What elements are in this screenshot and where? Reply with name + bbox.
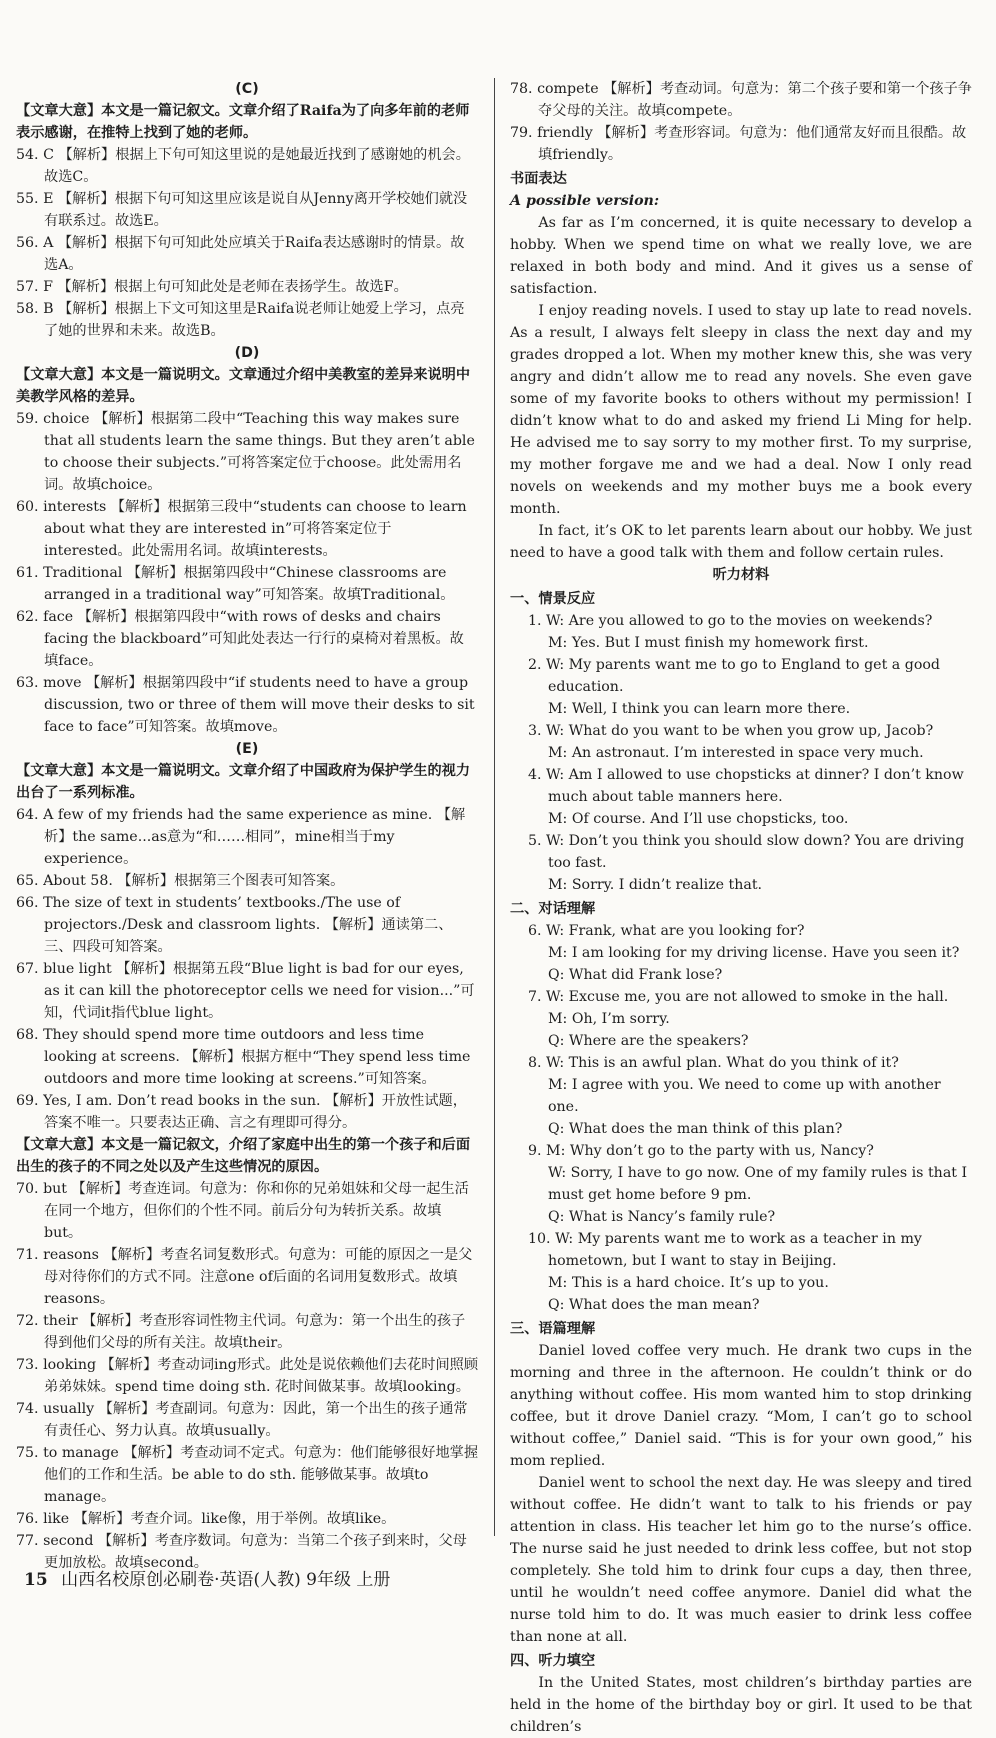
dialogue-line: Q: What is Nancy’s family rule? [548,1209,776,1225]
answer-item: 76. like 【解析】考查介词。like像，用于举例。故填like。 [16,1511,396,1527]
dialogue-line: W: Sorry, I have to go now. One of my family rules is that I must get home before 9 pm. [548,1165,968,1203]
answer-item: 75. to manage 【解析】考查动词不定式。句意为：他们能够很好地掌握他们的工作和生活。be able to do sth. 能够做某事。故填to manage。 [16,1445,479,1505]
dialogue-line: 9. M: Why don’t go to the party with us, Nancy? [528,1143,874,1159]
answer-item: 64. A few of my friends had the same experience as mine. 【解析】the same...as意为“和……相同”，mine相当于my experience。 [16,807,466,867]
listening-part-2-heading: 二、对话理解 [510,901,596,917]
answer-item: 68. They should spend more time outdoors and less time looking at screens. 【解析】根据方框中“They spend less time outdoors and more time looking at screens.”可知答案。 [16,1027,471,1087]
answer-item: 77. second 【解析】考查序数词。句意为：当第二个孩子到来时，父母更加放松。故填second。 [16,1533,467,1571]
answer-item: 58. B 【解析】根据上下文可知这里是Raifa说老师让她爱上学习，点亮了她的世界和未来。故选B。 [16,301,465,339]
listening-part-1-heading: 一、情景反应 [510,591,596,607]
listening-paragraph: In the United States, most children’s birthday parties are held in the home of the birthday boy or girl. It used to be that children’s [510,1675,972,1735]
answer-item: 59. choice 【解析】根据第二段中“Teaching this way makes sure that all students learn the same things. But they aren’t able to choose their subjects.”可将答案定位于choose。此处需用名词。故填choice。 [16,411,475,493]
listening-title: 听力材料 [712,567,770,583]
dialogue-line: M: Oh, I’m sorry. [548,1011,670,1027]
dialogue-line: 1. W: Are you allowed to go to the movies on weekends? [528,613,933,629]
dialogue-line: M: Sorry. I didn’t realize that. [548,877,763,893]
section-label: (E) [235,741,259,757]
article-summary: 【文章大意】本文是一篇说明文。文章介绍了中国政府为保护学生的视力出台了一系列标准。 [16,763,471,801]
listening-part-2-lines [510,920,972,1316]
answer-item: 66. The size of text in students’ textbooks./The use of projectors./Desk and classroom lights. 【解析】通读第二、三、四段可知答案。 [16,895,453,955]
listening-paragraph: Daniel went to school the next day. He was sleepy and tired without coffee. He didn’t want to talk to his friends or pay attention in class. His teacher let him go to the nurse’s office. The nurse said he just needed to drink less coffee, but not stop completely. She told him to drink four cups a day, then three, until he wouldn’t need coffee anymore. Daniel did what the nurse told him to do. It was much easier to drink less coffee than none at all. [510,1475,972,1645]
answer-item: 65. About 58. 【解析】根据第三个图表可知答案。 [16,873,345,889]
answer-item: 78. compete 【解析】考查动词。句意为：第二个孩子要和第一个孩子争夺父母的关注。故填compete。 [510,81,972,119]
answer-item: 55. E 【解析】根据下句可知这里应该是说自从Jenny离开学校她们就没有联系过。故选E。 [16,191,468,229]
writing-paragraph: In fact, it’s OK to let parents learn about our hobby. We just need to have a good talk with them and follow certain rules. [510,523,972,561]
writing-heading: 书面表达 [510,171,567,187]
answer-item: 56. A 【解析】根据下句可知此处应填关于Raifa表达感谢时的情景。故选A。 [16,235,465,273]
dialogue-line: Q: Where are the speakers? [548,1033,749,1049]
answer-item: 67. blue light 【解析】根据第五段“Blue light is bad for our eyes, as it can kill the photoreceptor cells we need for vision...”可知，代词it指代blue light。 [16,961,475,1021]
answer-item: 54. C 【解析】根据上下句可知这里说的是她最近找到了感谢她的机会。故选C。 [16,147,470,185]
answer-item: 71. reasons 【解析】考查名词复数形式。句意为：可能的原因之一是父母对待你们的方式不同。注意one of后面的名词用复数形式。故填reasons。 [16,1247,473,1307]
dialogue-line: 7. W: Excuse me, you are not allowed to smoke in the hall. [528,989,949,1005]
column-divider [494,78,495,1536]
article-summary: 【文章大意】本文是一篇说明文。文章通过介绍中美教室的差异来说明中美教学风格的差异。 [16,367,471,405]
book-title: 山西名校原创必刷卷·英语(人教) 9年级 上册 [61,1570,391,1590]
dialogue-line: M: Yes. But I must finish my homework first. [548,635,869,651]
dialogue-line: M: Well, I think you can learn more there. [548,701,851,717]
answer-item: 74. usually 【解析】考查副词。句意为：因此，第一个出生的孩子通常有责任心、努力认真。故填usually。 [16,1401,468,1439]
answer-item: 60. interests 【解析】根据第三段中“students can choose to learn about what they are interested in”可将答案定位于interested。此处需用名词。故填interests。 [16,499,467,559]
dialogue-line: 4. W: Am I allowed to use chopsticks at dinner? I don’t know much about table manners here. [528,767,964,805]
possible-version-label: A possible version: [510,193,660,209]
article-summary: 【文章大意】本文是一篇记叙文。文章介绍了Raifa为了向多年前的老师表示感谢，在推特上找到了她的老师。 [16,103,470,141]
answer-item: 72. their 【解析】考查形容词性物主代词。句意为：第一个出生的孩子得到他们父母的所有关注。故填their。 [16,1313,466,1351]
left-column [16,78,478,1574]
dialogue-line: 3. W: What do you want to be when you grow up, Jacob? [528,723,934,739]
writing-paragraph: As far as I’m concerned, it is quite necessary to develop a hobby. When we spend time on what we really love, we are relaxed in both body and mind. And it gives us a sense of satisfaction. [510,215,972,297]
dialogue-line: M: An astronaut. I’m interested in space very much. [548,745,924,761]
answer-item: 62. face 【解析】根据第四段中“with rows of desks and chairs facing the blackboard”可知此处表达一行行的桌椅对着黑板。故填face。 [16,609,464,669]
page-number: 15 [24,1570,48,1590]
answer-item: 69. Yes, I am. Don’t read books in the sun. 【解析】开放性试题，答案不唯一。只要表达正确、言之有理即可得分。 [16,1093,467,1131]
writing-paragraph: I enjoy reading novels. I used to stay up late to read novels. As a result, I always felt sleepy in class the next day and my grades dropped a lot. When my mother knew this, she was very angry and didn’t allow me to read any novels. She even gave some of my favorite books to others without my permission! I didn’t know what to do and asked my friend Li Ming for help. He advised me to say sorry to my mother first. To my surprise, my mother forgave me and we had a deal. Now I only read novels on weekends and my mother buys me a book every month. [510,303,972,517]
dialogue-line: M: I am looking for my driving license. Have you seen it? [548,945,960,961]
answer-item: 79. friendly 【解析】考查形容词。句意为：他们通常友好而且很酷。故填friendly。 [510,125,967,163]
dialogue-line: Q: What did Frank lose? [548,967,723,983]
dialogue-line: 8. W: This is an awful plan. What do you think of it? [528,1055,899,1071]
answer-item: 73. looking 【解析】考查动词ing形式。此处是说依赖他们去花时间照顾弟弟妹妹。spend time doing sth. 花时间做某事。故填looking。 [16,1357,479,1395]
listening-paragraph: Daniel loved coffee very much. He drank two cups in the morning and three in the afternoon. He couldn’t think or do anything without coffee. His mom wanted him to stop drinking coffee, but it drove Daniel crazy. “Mom, I can’t go to school without coffee,” Daniel said. “This is for your own good,” his mom replied. [510,1343,972,1469]
dialogue-line: Q: What does the man think of this plan? [548,1121,843,1137]
article-summary: 【文章大意】本文是一篇记叙文，介绍了家庭中出生的第一个孩子和后面出生的孩子的不同之处以及产生这些情况的原因。 [16,1137,471,1175]
answer-item: 61. Traditional 【解析】根据第四段中“Chinese classrooms are arranged in a traditional way”可知答案。故填Traditional。 [16,565,455,603]
dialogue-line: M: I agree with you. We need to come up with another one. [548,1077,941,1115]
dialogue-line: 10. W: My parents want me to work as a teacher in my hometown, but I want to stay in Beijing. [528,1231,922,1269]
listening-part-3-heading: 三、语篇理解 [510,1321,596,1337]
section-label: (D) [234,345,260,361]
dialogue-line: 2. W: My parents want me to go to England to get a good education. [528,657,940,695]
answer-item: 70. but 【解析】考查连词。句意为：你和你的兄弟姐妹和父母一起生活在同一个地方，但你们的个性不同。前后分句为转折关系。故填but。 [16,1181,469,1241]
listening-part-4-heading: 四、听力填空 [510,1653,596,1669]
section-label: (C) [235,81,259,97]
dialogue-line: 5. W: Don’t you think you should slow down? You are driving too fast. [528,833,965,871]
dialogue-line: 6. W: Frank, what are you looking for? [528,923,805,939]
answer-item: 63. move 【解析】根据第四段中“if students need to have a group discussion, two or three of them will move their desks to sit face to face”可知答案。故填move。 [16,675,475,735]
dialogue-line: M: Of course. And I’ll use chopsticks, too. [548,811,849,827]
dialogue-line: M: This is a hard choice. It’s up to you. [548,1275,829,1291]
dialogue-line: Q: What does the man mean? [548,1297,760,1313]
answer-list-78-79 [510,78,972,166]
listening-part-1-lines [510,610,972,896]
right-column [510,78,972,1738]
answer-item: 57. F 【解析】根据上句可知此处是老师在表扬学生。故选F。 [16,279,408,295]
page-footer [24,1565,390,1590]
